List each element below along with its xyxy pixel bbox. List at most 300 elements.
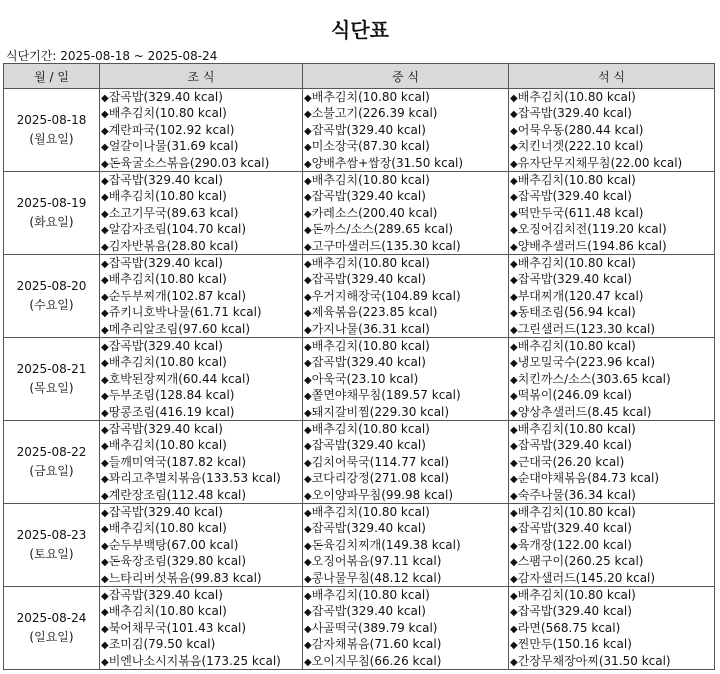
- menu-item-text: 순두부백탕(67.00 kcal): [108, 537, 239, 552]
- menu-item-text: 배추김치(10.80 kcal): [108, 521, 227, 536]
- menu-item: [510, 537, 714, 553]
- menu-item: [510, 636, 714, 652]
- menu-item-text: 오이양파무침(99.98 kcal): [311, 487, 454, 502]
- diamond-bullet-icon: ◆: [304, 125, 312, 137]
- diamond-bullet-icon: ◆: [510, 573, 518, 585]
- menu-item: [304, 155, 508, 171]
- menu-item-text: 얼갈이나물(31.69 kcal): [108, 139, 239, 154]
- menu-item: [510, 105, 714, 121]
- diamond-bullet-icon: ◆: [101, 524, 109, 536]
- menu-item: [304, 338, 508, 354]
- date-text: 2025-08-24: [16, 611, 87, 625]
- menu-item-text: 잡곡밥(329.40 kcal): [108, 90, 223, 104]
- diamond-bullet-icon: ◆: [304, 308, 312, 320]
- diamond-bullet-icon: ◆: [101, 308, 109, 320]
- menu-item-text: 숙주나물(36.34 kcal): [517, 487, 636, 502]
- date-cell: [4, 338, 100, 421]
- menu-item-text: 잡곡밥(329.40 kcal): [311, 604, 426, 619]
- diamond-bullet-icon: ◆: [510, 275, 518, 287]
- menu-item-text: 돈육장조림(329.80 kcal): [108, 554, 247, 569]
- weekday-text: (목요일): [29, 381, 74, 395]
- menu-item: [101, 205, 302, 221]
- day-row: [4, 587, 715, 670]
- menu-item: [304, 255, 508, 271]
- day-row: [4, 89, 715, 172]
- diamond-bullet-icon: ◆: [304, 93, 312, 104]
- diamond-bullet-icon: ◆: [101, 93, 109, 104]
- menu-item: [101, 603, 302, 619]
- lunch-cell: [303, 421, 509, 504]
- menu-item: [510, 321, 714, 337]
- menu-item-text: 소불고기(226.39 kcal): [311, 106, 438, 121]
- menu-item: [510, 487, 714, 503]
- diamond-bullet-icon: ◆: [101, 591, 109, 602]
- menu-item: [304, 487, 508, 503]
- menu-item-text: 잡곡밥(329.40 kcal): [108, 173, 223, 187]
- menu-item: [101, 537, 302, 553]
- diamond-bullet-icon: ◆: [101, 407, 109, 419]
- diamond-bullet-icon: ◆: [101, 176, 109, 187]
- diamond-bullet-icon: ◆: [510, 540, 518, 552]
- menu-item-text: 배추김치(10.80 kcal): [517, 505, 636, 519]
- diamond-bullet-icon: ◆: [304, 557, 312, 569]
- weekday-text: (수요일): [29, 298, 74, 312]
- menu-item: [304, 238, 508, 254]
- header-lunch: 중 식: [303, 64, 509, 89]
- day-row: [4, 172, 715, 255]
- diamond-bullet-icon: ◆: [510, 358, 518, 370]
- menu-item: [101, 238, 302, 254]
- menu-item: [101, 570, 302, 586]
- diamond-bullet-icon: ◆: [304, 640, 312, 652]
- menu-item: [304, 653, 508, 669]
- diamond-bullet-icon: ◆: [304, 158, 312, 170]
- diamond-bullet-icon: ◆: [510, 176, 518, 187]
- diamond-bullet-icon: ◆: [101, 192, 109, 204]
- diamond-bullet-icon: ◆: [101, 275, 109, 287]
- menu-item-text: 계란장조림(112.48 kcal): [108, 487, 247, 502]
- diamond-bullet-icon: ◆: [510, 407, 518, 419]
- dinner-cell: [509, 421, 715, 504]
- menu-item: [510, 354, 714, 370]
- menu-item: [304, 454, 508, 470]
- date-cell: [4, 587, 100, 670]
- menu-item: [101, 338, 302, 354]
- menu-item-text: 메추리알조림(97.60 kcal): [108, 321, 251, 336]
- diamond-bullet-icon: ◆: [510, 142, 518, 154]
- diamond-bullet-icon: ◆: [304, 407, 312, 419]
- diamond-bullet-icon: ◆: [510, 474, 518, 486]
- weekday-text: (일요일): [29, 630, 74, 644]
- menu-item-text: 떡만두국(611.48 kcal): [517, 205, 644, 220]
- menu-item: [304, 603, 508, 619]
- menu-item-text: 냉모밀국수(223.96 kcal): [517, 355, 656, 370]
- menu-item: [304, 636, 508, 652]
- menu-item-text: 잡곡밥(329.40 kcal): [108, 588, 223, 602]
- menu-item: [101, 288, 302, 304]
- menu-item-text: 동태조림(56.94 kcal): [517, 305, 636, 320]
- menu-item-text: 카레소스(200.40 kcal): [311, 205, 438, 220]
- menu-item: [304, 321, 508, 337]
- diamond-bullet-icon: ◆: [510, 109, 518, 121]
- menu-item: [304, 520, 508, 536]
- menu-item: [101, 553, 302, 569]
- header-date: 월 / 일: [4, 64, 100, 89]
- menu-item-text: 계란파국(102.92 kcal): [108, 122, 235, 137]
- menu-item: [510, 205, 714, 221]
- menu-item: [510, 437, 714, 453]
- diamond-bullet-icon: ◆: [304, 441, 312, 453]
- date-cell: [4, 172, 100, 255]
- menu-item: [304, 620, 508, 636]
- menu-item-text: 배추김치(10.80 kcal): [311, 505, 430, 519]
- diamond-bullet-icon: ◆: [101, 241, 109, 253]
- menu-item-text: 부대찌개(120.47 kcal): [517, 288, 644, 303]
- date-text: 2025-08-23: [16, 528, 87, 542]
- diamond-bullet-icon: ◆: [101, 259, 109, 270]
- menu-item: [510, 255, 714, 271]
- menu-item-text: 배추김치(10.80 kcal): [108, 272, 227, 287]
- diamond-bullet-icon: ◆: [510, 391, 518, 403]
- menu-item-text: 순두부찌개(102.87 kcal): [108, 288, 247, 303]
- diamond-bullet-icon: ◆: [101, 374, 109, 386]
- day-row: [4, 421, 715, 504]
- weekday-text: (금요일): [29, 464, 74, 478]
- diamond-bullet-icon: ◆: [304, 109, 312, 121]
- breakfast-cell: [100, 587, 303, 670]
- diamond-bullet-icon: ◆: [101, 425, 109, 436]
- menu-item: [101, 470, 302, 486]
- menu-item-text: 간장무채장아찌(31.50 kcal): [517, 653, 671, 668]
- menu-item-text: 가지나물(36.31 kcal): [311, 321, 430, 336]
- menu-item-text: 어묵우동(280.44 kcal): [517, 122, 644, 137]
- diamond-bullet-icon: ◆: [304, 208, 312, 220]
- menu-item: [304, 470, 508, 486]
- menu-item: [304, 188, 508, 204]
- diamond-bullet-icon: ◆: [304, 490, 312, 502]
- weekday-text: (월요일): [29, 132, 74, 146]
- menu-item: [510, 653, 714, 669]
- diamond-bullet-icon: ◆: [101, 557, 109, 569]
- menu-item-text: 호박된장찌개(60.44 kcal): [108, 371, 251, 386]
- date-text: 2025-08-21: [16, 362, 87, 376]
- menu-item-text: 잡곡밥(329.40 kcal): [108, 256, 223, 270]
- menu-item: [101, 454, 302, 470]
- menu-item-text: 고구마샐러드(135.30 kcal): [311, 238, 461, 253]
- menu-item-text: 코다리강정(271.08 kcal): [311, 471, 450, 486]
- menu-item-text: 찐만두(150.16 kcal): [517, 637, 632, 652]
- menu-item: [510, 89, 714, 105]
- date-cell: [4, 89, 100, 172]
- menu-item-text: 배추김치(10.80 kcal): [108, 106, 227, 121]
- diamond-bullet-icon: ◆: [304, 192, 312, 204]
- diamond-bullet-icon: ◆: [304, 275, 312, 287]
- diamond-bullet-icon: ◆: [101, 391, 109, 403]
- menu-item-text: 라면(568.75 kcal): [517, 620, 621, 635]
- diamond-bullet-icon: ◆: [510, 192, 518, 204]
- breakfast-cell: [100, 504, 303, 587]
- menu-item: [510, 603, 714, 619]
- menu-item-text: 느타리버섯볶음(99.83 kcal): [108, 570, 262, 585]
- menu-item: [510, 387, 714, 403]
- menu-item: [101, 155, 302, 171]
- diamond-bullet-icon: ◆: [304, 241, 312, 253]
- menu-item-text: 양상추샐러드(8.45 kcal): [517, 404, 652, 419]
- menu-item: [304, 437, 508, 453]
- diamond-bullet-icon: ◆: [304, 540, 312, 552]
- menu-item: [510, 520, 714, 536]
- menu-item: [510, 188, 714, 204]
- menu-item: [101, 304, 302, 320]
- menu-item-text: 잡곡밥(329.40 kcal): [517, 604, 632, 619]
- menu-item: [101, 636, 302, 652]
- diamond-bullet-icon: ◆: [510, 623, 518, 635]
- menu-item-text: 배추김치(10.80 kcal): [108, 438, 227, 453]
- menu-item-text: 치킨너겟(222.10 kcal): [517, 139, 644, 154]
- menu-period: 식단기간: 2025-08-18 ~ 2025-08-24: [6, 49, 218, 63]
- menu-item-text: 잡곡밥(329.40 kcal): [517, 272, 632, 287]
- breakfast-cell: [100, 89, 303, 172]
- menu-item-text: 배추김치(10.80 kcal): [517, 422, 636, 436]
- menu-item-text: 잡곡밥(329.40 kcal): [517, 189, 632, 204]
- menu-item-text: 제육볶음(223.85 kcal): [311, 305, 438, 320]
- diamond-bullet-icon: ◆: [304, 607, 312, 619]
- diamond-bullet-icon: ◆: [304, 524, 312, 536]
- diamond-bullet-icon: ◆: [510, 225, 518, 237]
- diamond-bullet-icon: ◆: [304, 291, 312, 303]
- menu-item-text: 배추김치(10.80 kcal): [311, 339, 430, 353]
- menu-item: [304, 304, 508, 320]
- lunch-cell: [303, 172, 509, 255]
- menu-item: [510, 155, 714, 171]
- diamond-bullet-icon: ◆: [304, 374, 312, 386]
- menu-item-text: 오징어볶음(97.11 kcal): [311, 554, 442, 569]
- menu-item: [304, 553, 508, 569]
- diamond-bullet-icon: ◆: [304, 342, 312, 353]
- menu-item-text: 김자반볶음(28.80 kcal): [108, 238, 239, 253]
- menu-item-text: 잡곡밥(329.40 kcal): [311, 272, 426, 287]
- menu-item-text: 콩나물무침(48.12 kcal): [311, 570, 442, 585]
- menu-item: [101, 620, 302, 636]
- menu-item: [510, 304, 714, 320]
- menu-item: [510, 404, 714, 420]
- menu-item-text: 잡곡밥(329.40 kcal): [311, 521, 426, 536]
- menu-item: [101, 421, 302, 437]
- menu-item-text: 배추김치(10.80 kcal): [517, 90, 636, 104]
- diamond-bullet-icon: ◆: [510, 508, 518, 519]
- menu-item-text: 잡곡밥(329.40 kcal): [108, 505, 223, 519]
- menu-item: [304, 371, 508, 387]
- menu-item: [101, 105, 302, 121]
- diamond-bullet-icon: ◆: [304, 656, 312, 668]
- menu-item-text: 배추김치(10.80 kcal): [311, 588, 430, 602]
- menu-item: [510, 122, 714, 138]
- menu-item: [101, 172, 302, 188]
- diamond-bullet-icon: ◆: [510, 425, 518, 436]
- menu-item-text: 떡볶이(246.09 kcal): [517, 388, 632, 403]
- menu-item-text: 쫄면야채무침(189.57 kcal): [311, 388, 461, 403]
- diamond-bullet-icon: ◆: [304, 573, 312, 585]
- diamond-bullet-icon: ◆: [510, 259, 518, 270]
- diamond-bullet-icon: ◆: [510, 374, 518, 386]
- menu-item-text: 알감자조림(104.70 kcal): [108, 222, 247, 237]
- menu-item: [510, 371, 714, 387]
- menu-item-text: 배추김치(10.80 kcal): [108, 355, 227, 370]
- menu-item: [510, 238, 714, 254]
- date-text: 2025-08-18: [16, 113, 87, 127]
- menu-item: [304, 570, 508, 586]
- menu-item: [304, 387, 508, 403]
- menu-item: [304, 537, 508, 553]
- menu-item: [304, 354, 508, 370]
- menu-item: [101, 188, 302, 204]
- menu-item-text: 잡곡밥(329.40 kcal): [311, 355, 426, 370]
- menu-item: [510, 620, 714, 636]
- menu-item-text: 양배추쌈+쌈장(31.50 kcal): [311, 155, 464, 170]
- menu-item: [304, 288, 508, 304]
- dinner-cell: [509, 504, 715, 587]
- diamond-bullet-icon: ◆: [101, 158, 109, 170]
- menu-item: [101, 122, 302, 138]
- menu-item-text: 오징어김치전(119.20 kcal): [517, 222, 667, 237]
- menu-item-text: 그린샐러드(123.30 kcal): [517, 321, 656, 336]
- dinner-cell: [509, 89, 715, 172]
- diamond-bullet-icon: ◆: [101, 342, 109, 353]
- meal-plan-table: [3, 63, 715, 670]
- menu-item-text: 유자단무지채무침(22.00 kcal): [517, 155, 683, 170]
- dinner-cell: [509, 587, 715, 670]
- diamond-bullet-icon: ◆: [101, 474, 109, 486]
- menu-item-text: 쥬키니호박나물(61.71 kcal): [108, 305, 262, 320]
- diamond-bullet-icon: ◆: [101, 573, 109, 585]
- menu-item-text: 조미김(79.50 kcal): [108, 637, 216, 652]
- menu-item-text: 돈까스/소스(289.65 kcal): [311, 222, 454, 237]
- menu-item: [510, 288, 714, 304]
- breakfast-cell: [100, 255, 303, 338]
- diamond-bullet-icon: ◆: [304, 225, 312, 237]
- diamond-bullet-icon: ◆: [510, 490, 518, 502]
- lunch-cell: [303, 504, 509, 587]
- menu-item-text: 돈육굴소스볶음(290.03 kcal): [108, 155, 270, 170]
- diamond-bullet-icon: ◆: [510, 125, 518, 137]
- menu-item-text: 근대국(26.20 kcal): [517, 454, 625, 469]
- menu-item: [101, 504, 302, 520]
- breakfast-cell: [100, 338, 303, 421]
- diamond-bullet-icon: ◆: [510, 524, 518, 536]
- menu-item: [101, 354, 302, 370]
- diamond-bullet-icon: ◆: [101, 291, 109, 303]
- diamond-bullet-icon: ◆: [510, 291, 518, 303]
- menu-item-text: 땅콩조림(416.19 kcal): [108, 404, 235, 419]
- header-dinner: 석 식: [509, 64, 715, 89]
- date-text: 2025-08-19: [16, 196, 87, 210]
- diamond-bullet-icon: ◆: [304, 176, 312, 187]
- menu-item: [510, 570, 714, 586]
- menu-item: [101, 255, 302, 271]
- menu-item: [101, 221, 302, 237]
- diamond-bullet-icon: ◆: [101, 640, 109, 652]
- menu-item: [304, 271, 508, 287]
- lunch-cell: [303, 587, 509, 670]
- diamond-bullet-icon: ◆: [510, 607, 518, 619]
- menu-item-text: 잡곡밥(329.40 kcal): [311, 438, 426, 453]
- diamond-bullet-icon: ◆: [510, 591, 518, 602]
- menu-item: [510, 470, 714, 486]
- diamond-bullet-icon: ◆: [101, 607, 109, 619]
- header-breakfast: 조 식: [100, 64, 303, 89]
- menu-item-text: 배추김치(10.80 kcal): [517, 339, 636, 353]
- menu-item: [304, 172, 508, 188]
- menu-item: [304, 587, 508, 603]
- menu-item: [101, 321, 302, 337]
- menu-item: [510, 421, 714, 437]
- dinner-cell: [509, 255, 715, 338]
- date-text: 2025-08-20: [16, 279, 87, 293]
- menu-item: [510, 504, 714, 520]
- menu-item-text: 사골떡국(389.79 kcal): [311, 620, 438, 635]
- menu-item-text: 잡곡밥(329.40 kcal): [517, 438, 632, 453]
- menu-item-text: 양배추샐러드(194.86 kcal): [517, 238, 667, 253]
- menu-item: [101, 371, 302, 387]
- menu-item-text: 돈육김치찌개(149.38 kcal): [311, 537, 461, 552]
- date-cell: [4, 504, 100, 587]
- diamond-bullet-icon: ◆: [510, 656, 518, 668]
- diamond-bullet-icon: ◆: [510, 640, 518, 652]
- menu-item: [304, 89, 508, 105]
- menu-item-text: 꽈리고추멸치볶음(133.53 kcal): [108, 471, 281, 486]
- date-cell: [4, 421, 100, 504]
- menu-item-text: 배추김치(10.80 kcal): [311, 173, 430, 187]
- diamond-bullet-icon: ◆: [101, 540, 109, 552]
- diamond-bullet-icon: ◆: [101, 623, 109, 635]
- dinner-cell: [509, 172, 715, 255]
- menu-item-text: 잡곡밥(329.40 kcal): [517, 521, 632, 536]
- menu-item-text: 감자채볶음(71.60 kcal): [311, 637, 442, 652]
- lunch-cell: [303, 89, 509, 172]
- diamond-bullet-icon: ◆: [101, 441, 109, 453]
- date-text: 2025-08-22: [16, 445, 87, 459]
- menu-item-text: 비엔나소시지볶음(173.25 kcal): [108, 653, 281, 668]
- diamond-bullet-icon: ◆: [304, 623, 312, 635]
- diamond-bullet-icon: ◆: [101, 225, 109, 237]
- menu-item: [101, 271, 302, 287]
- diamond-bullet-icon: ◆: [101, 457, 109, 469]
- diamond-bullet-icon: ◆: [510, 93, 518, 104]
- menu-item: [510, 454, 714, 470]
- diamond-bullet-icon: ◆: [510, 208, 518, 220]
- diamond-bullet-icon: ◆: [101, 656, 109, 668]
- diamond-bullet-icon: ◆: [304, 259, 312, 270]
- menu-item-text: 잡곡밥(329.40 kcal): [108, 339, 223, 353]
- breakfast-cell: [100, 421, 303, 504]
- diamond-bullet-icon: ◆: [101, 508, 109, 519]
- diamond-bullet-icon: ◆: [510, 324, 518, 336]
- menu-item-text: 우거지해장국(104.89 kcal): [311, 288, 461, 303]
- menu-item: [510, 553, 714, 569]
- menu-item: [304, 105, 508, 121]
- weekday-text: (토요일): [29, 547, 74, 561]
- menu-item-text: 잡곡밥(329.40 kcal): [517, 106, 632, 121]
- menu-item: [101, 138, 302, 154]
- diamond-bullet-icon: ◆: [101, 358, 109, 370]
- dinner-cell: [509, 338, 715, 421]
- diamond-bullet-icon: ◆: [304, 391, 312, 403]
- menu-item: [101, 487, 302, 503]
- menu-item: [510, 172, 714, 188]
- weekday-text: (화요일): [29, 215, 74, 229]
- menu-item: [510, 271, 714, 287]
- menu-item: [101, 653, 302, 669]
